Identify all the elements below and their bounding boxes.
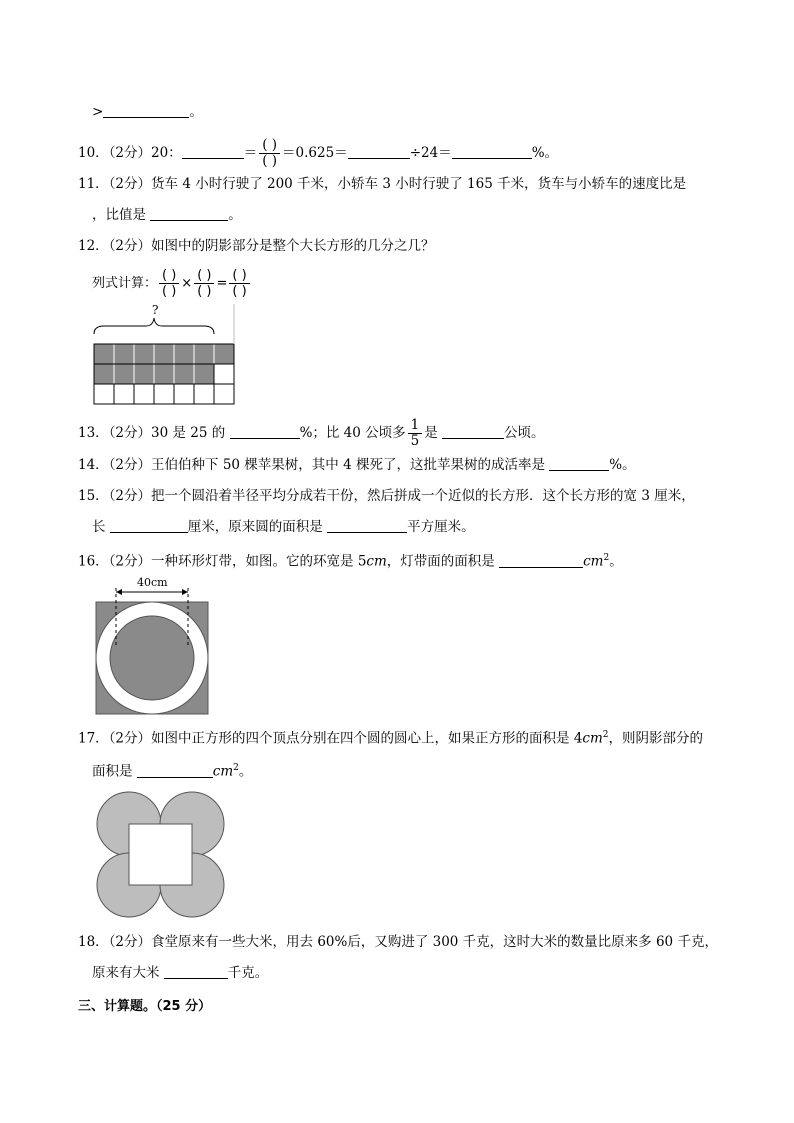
q15-line-1 <box>78 487 695 505</box>
question-number: 14． <box>78 457 109 473</box>
q11-answer-blank[interactable] <box>150 206 228 221</box>
question-number: 12． <box>78 238 109 254</box>
q17-answer-blank[interactable] <box>137 763 213 778</box>
shaded-row-1 <box>94 344 234 364</box>
q10-fraction: $\frac{( )}{( )}$ <box>259 138 280 169</box>
question-score: （2分） <box>108 730 152 747</box>
q18-line-2: 原来有大米 千克。 <box>92 965 269 981</box>
q12-text: 如图中的阴影部分是整个大长方形的几分之几？ <box>151 238 435 254</box>
q13-line: 13．（2分）30 是 25 的 %；比 40 公顷多 $\frac{1}{5}$ 是 公顷。 <box>78 417 545 449</box>
question-score: （2分） <box>108 553 152 570</box>
question-score: （2分） <box>108 145 152 161</box>
q12-grid-figure <box>90 300 240 408</box>
question-score: （2分） <box>108 238 152 254</box>
center-square <box>129 824 192 885</box>
question-score: （2分） <box>108 488 152 504</box>
q14-text: 王伯伯种下 50 棵苹果树，其中 4 棵死了，这批苹果树的成活率是 <box>151 457 545 473</box>
curly-brace <box>94 318 214 334</box>
q15-line-2: 长 厘米，原来圆的面积是 平方厘米。 <box>92 519 475 535</box>
calc-label: 列式计算： <box>92 276 158 291</box>
q10-blank-2[interactable] <box>348 144 410 159</box>
q11-line-1 <box>78 175 686 193</box>
q10-blank-1[interactable] <box>182 144 244 159</box>
ring-inner-circle <box>110 616 194 700</box>
question-number: 13． <box>78 425 109 441</box>
question-score: （2分） <box>108 934 152 950</box>
question-score: （2分） <box>108 457 152 473</box>
q18-line-1 <box>78 933 718 951</box>
q12-fraction-3: $\frac{( )}{( )}$ <box>229 268 249 299</box>
q13-fraction: $\frac{1}{5}$ <box>408 418 423 449</box>
q9-line: > 。 <box>92 104 203 120</box>
question-number: 15． <box>78 488 109 504</box>
q14-line: 14．（2分）王伯伯种下 50 棵苹果树，其中 4 棵死了，这批苹果树的成活率是 %。 <box>78 457 636 473</box>
q14-answer-blank[interactable] <box>549 456 609 471</box>
q16-line: 16．（2分）一种环形灯带，如图。它的环宽是 5cm，灯带面的面积是 $cm^2$。 <box>78 553 623 570</box>
q12-calc-line: 列式计算： $\frac{( )}{( )}$ × $\frac{( )}{( )}$ = $\frac{( )}{( )}$ <box>92 268 252 299</box>
q17-line-1: 17．（2分）如图中正方形的四个顶点分别在四个圆的圆心上，如果正方形的面积是 $4cm^2$，则阴影部分的 <box>78 730 704 747</box>
q12-fraction-1: $\frac{( )}{( )}$ <box>159 268 179 299</box>
q15-blank-2[interactable] <box>327 518 407 533</box>
q16-ring-figure <box>94 574 212 718</box>
question-score: （2分） <box>108 425 152 441</box>
question-number: 11． <box>78 176 109 192</box>
q9-answer-blank[interactable] <box>103 103 189 118</box>
q17-flower-figure <box>94 790 234 922</box>
q10-blank-3[interactable] <box>452 144 532 159</box>
brace-label: ? <box>152 303 159 317</box>
q18-text: 食堂原来有一些大米，用去 60%后，又购进了 300 千克，这时大米的数量比原来多 60 千克， <box>151 934 718 950</box>
q12-fraction-2: $\frac{( )}{( )}$ <box>194 268 214 299</box>
question-number: 18． <box>78 934 109 950</box>
question-number: 10． <box>78 145 109 161</box>
q13-blank-1[interactable] <box>230 424 300 439</box>
q15-blank-1[interactable] <box>110 518 188 533</box>
diameter-label: 40cm <box>137 576 168 589</box>
section-heading: 三、计算题。（25 分） <box>78 999 212 1014</box>
q11-line-2: ，比值是 。 <box>92 207 242 223</box>
q13-blank-2[interactable] <box>442 424 504 439</box>
q16-answer-blank[interactable] <box>499 553 583 568</box>
question-number: 16． <box>78 553 109 570</box>
q17-line-2: 面积是 $cm^2$。 <box>92 763 253 780</box>
q15-text: 把一个圆沿着半径平均分成若干份，然后拼成一个近似的长方形．这个长方形的宽 3 厘米， <box>151 488 695 504</box>
q18-answer-blank[interactable] <box>164 964 228 979</box>
question-number: 17． <box>78 730 109 747</box>
q9-symbol: > <box>92 104 104 120</box>
q12-line <box>78 237 435 255</box>
question-score: （2分） <box>108 176 152 192</box>
q10-line: 10．（2分）20： ＝ $\frac{( )}{( )}$ ＝0.625＝ ÷24＝ %。 <box>78 137 559 169</box>
q11-text: 货车 4 小时行驶了 200 千米，小轿车 3 小时行驶了 165 千米，货车与小轿车的速度比是 <box>151 176 687 192</box>
